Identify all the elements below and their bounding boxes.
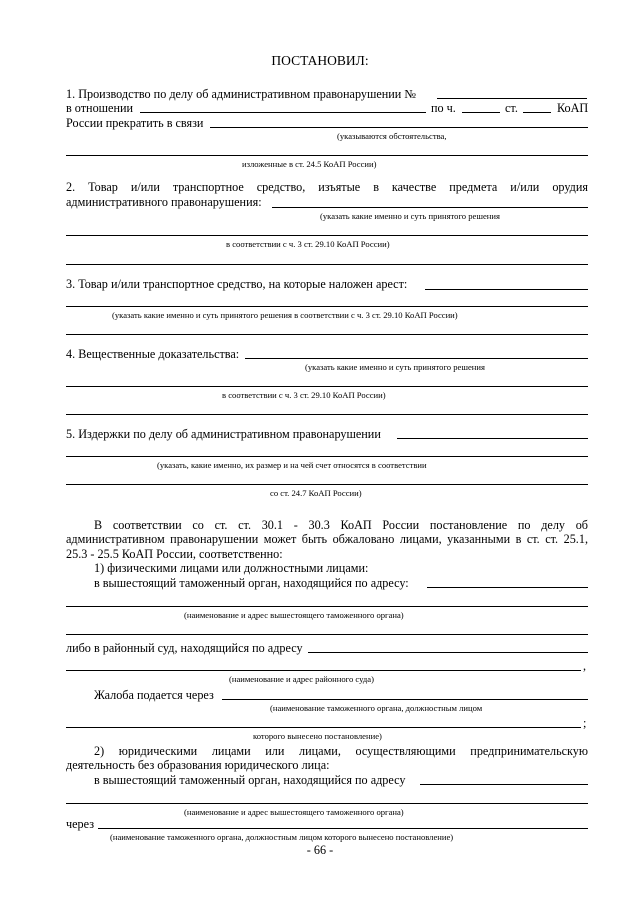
complaint-field[interactable] bbox=[222, 699, 588, 700]
appeal-through: через bbox=[66, 817, 95, 831]
appeal-item1-to: в вышестоящий таможенный орган, находящийся по адресу: bbox=[94, 576, 409, 590]
appeal-line3: 25.3 - 25.5 КоАП России, соответственно: bbox=[66, 547, 283, 561]
higher-authority-field[interactable] bbox=[427, 587, 588, 588]
complaint-semicolon: ; bbox=[583, 716, 587, 730]
higher-authority-field-b2[interactable] bbox=[66, 803, 588, 804]
p1-koap-label: КоАП bbox=[557, 101, 589, 115]
p4-line1: 4. Вещественные доказательства: bbox=[66, 347, 240, 361]
p1-line3: России прекратить в связи bbox=[66, 116, 204, 130]
p2-field-3[interactable] bbox=[66, 264, 588, 265]
document-title: ПОСТАНОВИЛ: bbox=[271, 53, 369, 68]
appeal-line2: административном правонарушении может быть обжаловано лицами, указанными в ст. ст. 25.1, bbox=[66, 532, 588, 546]
p5-field-2[interactable] bbox=[66, 456, 588, 457]
p1-article-label: ст. bbox=[505, 101, 518, 115]
p1-hint2: изложенные в ст. 24.5 КоАП России) bbox=[242, 159, 377, 169]
p5-field-3[interactable] bbox=[66, 484, 588, 485]
p3-line1: 3. Товар и/или транспортное средство, на которые наложен арест: bbox=[66, 277, 408, 291]
article-field[interactable] bbox=[523, 112, 551, 113]
reason-field-2[interactable] bbox=[66, 155, 588, 156]
appeal-line1: В соответствии со ст. ст. 30.1 - 30.3 КоАП России постановление по делу об bbox=[94, 518, 588, 532]
p1-line1: 1. Производство по делу об административном правонарушении № bbox=[66, 87, 417, 101]
p1-part-label: по ч. bbox=[431, 101, 456, 115]
p2-field-2[interactable] bbox=[66, 235, 588, 236]
appeal-item2-line1: 2) юридическими лицами или лицами, осуществляющими предпринимательскую bbox=[94, 744, 588, 758]
p4-hint2: в соответствии с ч. 3 ст. 29.10 КоАП России) bbox=[222, 390, 386, 400]
higher-authority-field-b[interactable] bbox=[420, 784, 588, 785]
court-comma: , bbox=[583, 659, 587, 673]
p3-field-3[interactable] bbox=[66, 334, 588, 335]
hint-higher-authority-2: (наименование и адрес вышестоящего таможенного органа) bbox=[184, 807, 404, 817]
p5-line1: 5. Издержки по делу об административном правонарушении bbox=[66, 427, 381, 441]
appeal-item1: 1) физическими лицами или должностными лицами: bbox=[94, 561, 369, 575]
hint-higher-authority: (наименование и адрес вышестоящего таможенного органа) bbox=[184, 610, 404, 620]
p4-field-3[interactable] bbox=[66, 414, 588, 415]
p1-hint1: (указываются обстоятельства, bbox=[337, 131, 447, 141]
p2-hint2: в соответствии с ч. 3 ст. 29.10 КоАП России) bbox=[226, 239, 390, 249]
appeal-court: либо в районный суд, находящийся по адресу bbox=[66, 641, 303, 655]
p2-line2: административного правонарушения: bbox=[66, 195, 262, 209]
p3-field-2[interactable] bbox=[66, 306, 588, 307]
p5-field[interactable] bbox=[397, 438, 588, 439]
p4-hint1: (указать какие именно и суть принятого решения bbox=[305, 362, 485, 372]
p5-hint2: со ст. 24.7 КоАП России) bbox=[270, 488, 362, 498]
case-number-field[interactable] bbox=[437, 98, 587, 99]
through-field[interactable] bbox=[98, 828, 588, 829]
p2-line1: 2. Товар и/или транспортное средство, изъятые в качестве предмета и/или орудия bbox=[66, 180, 588, 194]
p5-hint1: (указать, какие именно, их размер и на чей счет относятся в соответствии bbox=[157, 460, 427, 470]
appeal-complaint: Жалоба подается через bbox=[94, 688, 214, 702]
hint-court: (наименование и адрес районного суда) bbox=[229, 674, 374, 684]
hint-through: (наименование таможенного органа, должностным лицом которого вынесено постановление) bbox=[110, 832, 454, 842]
p3-field[interactable] bbox=[425, 289, 588, 290]
higher-authority-field-2[interactable] bbox=[66, 606, 588, 607]
p1-line2-label: в отношении bbox=[66, 101, 134, 115]
p3-hint1: (указать какие именно и суть принятого решения в соответствии с ч. 3 ст. 29.10 КоАП России) bbox=[112, 310, 458, 320]
appeal-item2-to: в вышестоящий таможенный орган, находящийся по адресу bbox=[94, 773, 406, 787]
p2-hint1: (указать какие именно и суть принятого решения bbox=[320, 211, 500, 221]
person-field[interactable] bbox=[140, 112, 426, 113]
court-field[interactable] bbox=[308, 652, 588, 653]
hint-complaint-2: которого вынесено постановление) bbox=[253, 731, 382, 741]
p2-field[interactable] bbox=[272, 207, 588, 208]
p4-field-2[interactable] bbox=[66, 386, 588, 387]
hint-complaint: (наименование таможенного органа, должностным лицом bbox=[270, 703, 483, 713]
higher-authority-field-3[interactable] bbox=[66, 634, 588, 635]
appeal-item2-line2: деятельность без образования юридического лица: bbox=[66, 758, 330, 772]
complaint-field-2[interactable] bbox=[66, 727, 581, 728]
page-number: - 66 - bbox=[306, 843, 334, 857]
reason-field[interactable] bbox=[210, 127, 588, 128]
court-field-2[interactable] bbox=[66, 670, 581, 671]
part-field[interactable] bbox=[462, 112, 500, 113]
p4-field[interactable] bbox=[245, 358, 588, 359]
